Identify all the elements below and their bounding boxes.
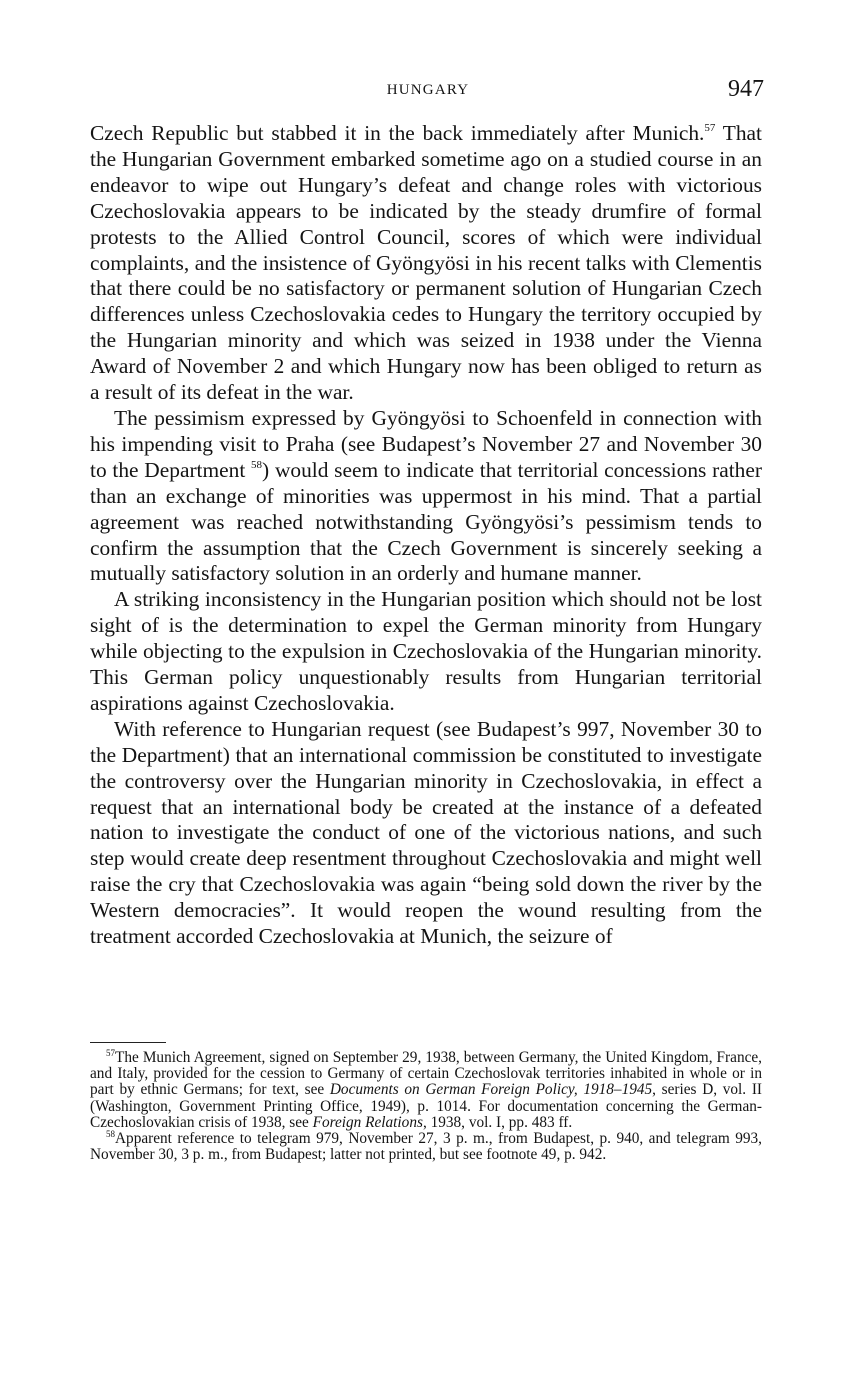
page-number: 947 [728,76,764,102]
paragraph-1-text: Czech Republic but stabbed it in the back immediately after Munich. [90,121,705,145]
footnote-divider [90,1042,166,1043]
footnote-57-text-b: , series D, vol. II (Washington, Government Printing Office, 1949), p. 1014. For documentation concerning the German-Czechoslovakian crisis of 1938, see [90,1081,763,1131]
footnote-57-text-a: The Munich Agreement, signed on September 29, 1938, between Germany, the United Kingdom, France, and Italy, provided for the cession to Germany of certain Czechoslovak territories inhabited in whole or in part by ethnic Germans; for text, see [90,1049,762,1099]
footnote-ref-57[interactable]: 57 [704,122,716,134]
footnotes [90,1050,762,1163]
footnote-58-text: Apparent reference to telegram 979, November 27, 3 p. m., from Budapest, p. 940, and telegram 993, November 30, 3 p. m., from Budapest; latter not printed, but see footnote 49, p. 942. [90,1130,762,1164]
body-text [90,121,762,950]
footnote-ref-58[interactable]: 58 [251,458,263,471]
paragraph-4: With reference to Hungarian request (see Budapest’s 997, November 30 to the Department) that an international commission be constituted to investigate the controversy over the Hungarian minority in Czechoslovakia, in effect a request that an international body be created at the instance of a defeated nation to investigate the conduct of one of the victorious nations, and such step would create deep resentment throughout Czechoslovakia and might well raise the cry that Czechoslovakia was again “being sold down the river by the Western democracies”. It would reopen the wound resulting from the treatment accorded Czechoslovakia at Munich, the seizure of [90,716,762,949]
footnote-58 [90,1131,762,1163]
footnote-57-title-1: Documents on German Foreign Policy, 1918–1945 [329,1081,653,1099]
paragraph-2-text: The pessimism expressed by Gyöngyösi to Schoenfeld in connection with his impending visit to Praha (see Budapest’s November 27 and November 30 to the Department [90,405,762,482]
running-title: HUNGARY [386,82,470,98]
footnote-58-mark: 58 [106,1129,115,1140]
paragraph-2 [90,406,762,587]
running-header [90,74,766,110]
footnote-57-title-2: Foreign Relations [312,1113,423,1131]
footnote-57 [90,1050,762,1131]
paragraph-1-text-cont: That the Hungarian Government embarked sometime ago on a studied course in an endeavor to wipe out Hungary’s defeat and change roles with victorious Czechoslovakia appears to be indicated by the steady drumfire of formal protests to the Allied Control Council, scores of which were individual complaints, and the insistence of Gyöngyösi in his recent talks with Clementis that there could be no satisfactory or permanent solution of Hungarian Czech differences unless Czechoslovakia cedes to Hungary the territory occupied by the Hungarian minority and which was seized in 1938 under the Vienna Award of November 2 and which Hungary now has been obliged to return as a result of its defeat in the war. [90,121,762,405]
footnote-57-text-c: , 1938, vol. I, pp. 483 ff. [422,1113,573,1131]
paragraph-2-text-cont: ) would seem to indicate that territorial concessions rather than an exchange of minorities was uppermost in his mind. That a partial agreement was reached notwithstanding Gyöngyösi’s pessimism tends to confirm the assumption that the Czech Government is sincerely seeking a mutually satisfactory solution in an orderly and humane manner. [90,457,762,586]
paragraph-3: A striking inconsistency in the Hungarian position which should not be lost sight of is the determination to expel the German minority from Hungary while objecting to the expulsion in Czechoslovakia of the Hungarian minority. This German policy unquestionably results from Hungarian territorial aspirations against Czechoslovakia. [90,587,762,715]
paragraph-1 [90,121,762,406]
footnote-57-mark: 57 [106,1048,115,1058]
